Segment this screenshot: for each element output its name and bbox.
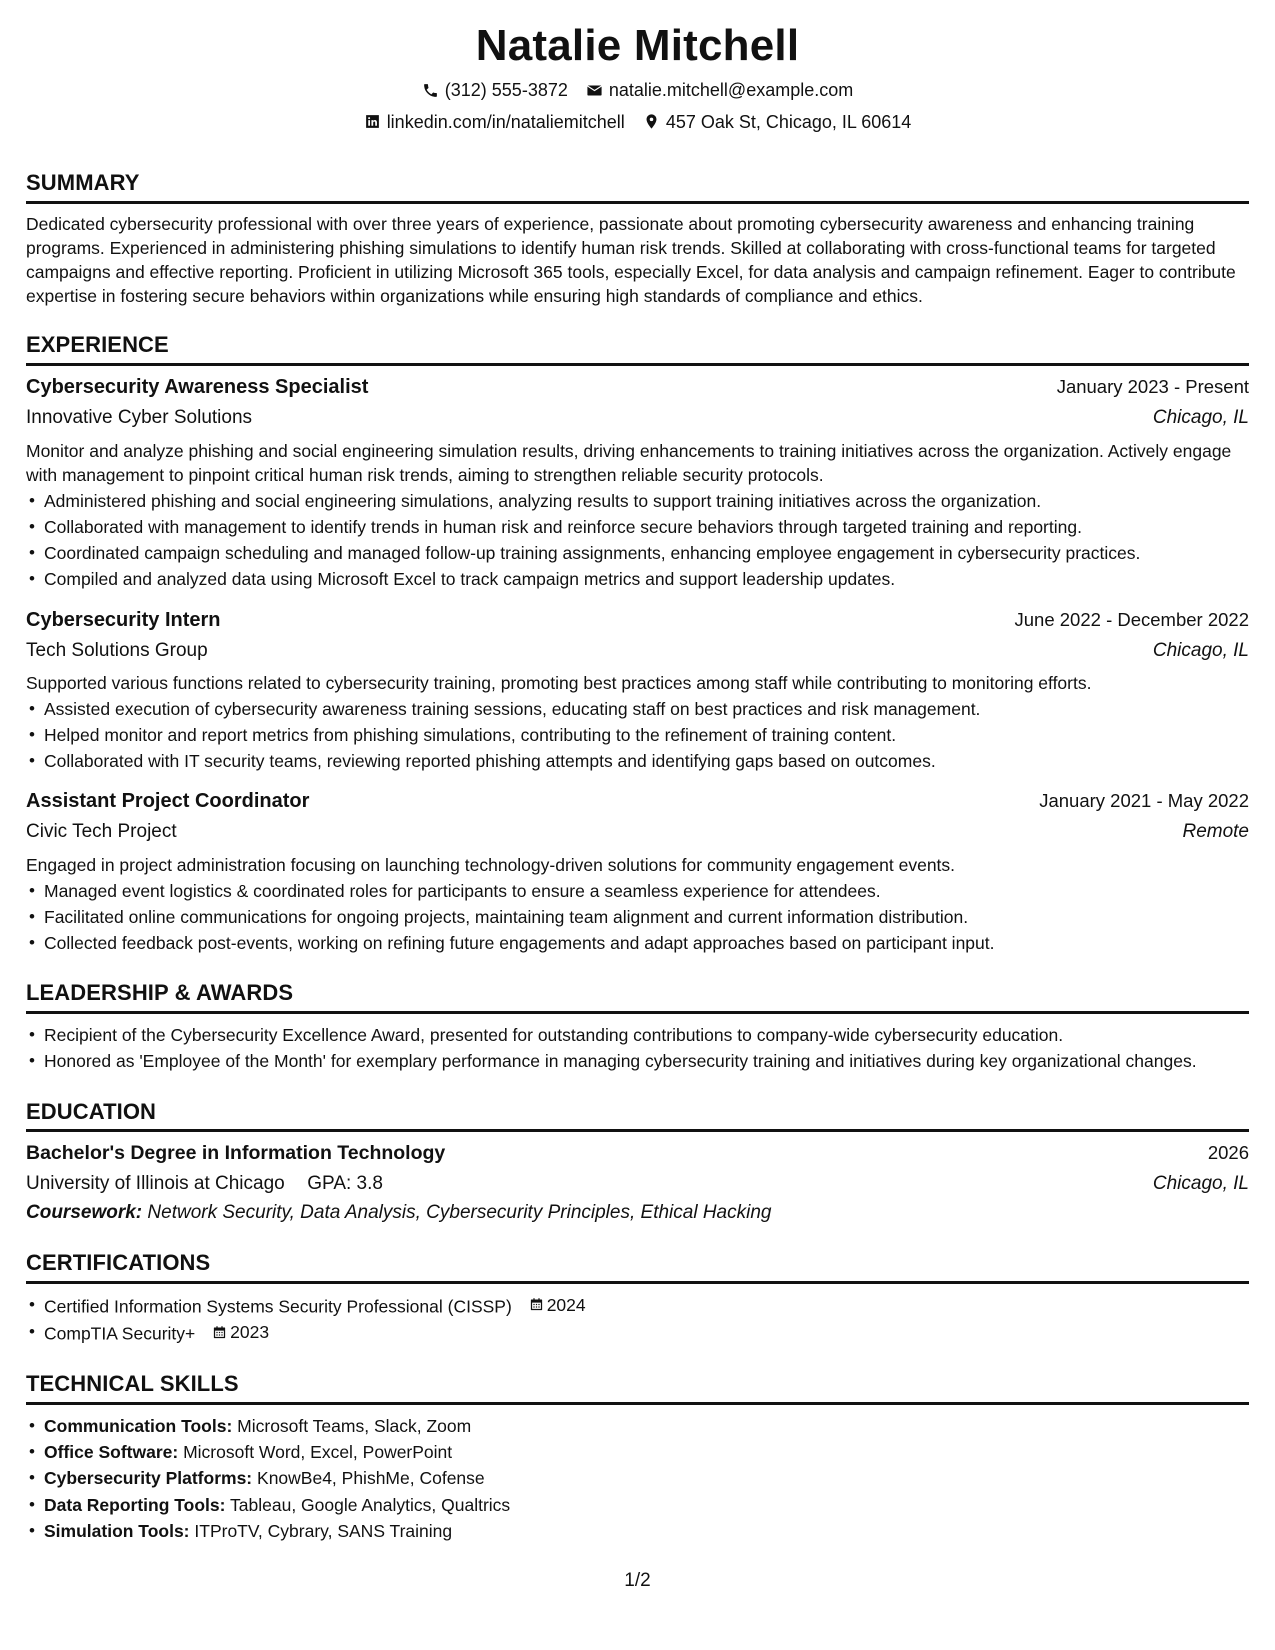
- skill-values: KnowBe4, PhishMe, Cofense: [257, 1468, 485, 1489]
- bullet-item: • Managed event logistics & coordinated roles for participants to ensure a seamless experience for attendees.: [26, 878, 1249, 904]
- job-title: Cybersecurity Intern: [26, 608, 221, 631]
- school-location: Chicago, IL: [1152, 1172, 1249, 1194]
- job-title: Assistant Project Coordinator: [26, 790, 310, 813]
- job-description: Engaged in project administration focusing on launching technology-driven solutions for community engagement events.: [26, 855, 956, 876]
- bullet-item: • Assisted execution of cybersecurity awareness training sessions, educating staff on best practices and risk management.: [26, 696, 1249, 722]
- linkedin-icon: [364, 113, 382, 131]
- experience-section: [26, 330, 1249, 956]
- section-title-education: EDUCATION: [26, 1097, 1249, 1133]
- bullet-item: • Collaborated with management to identify trends in human risk and reinforce secure behaviors through targeted training and reporting.: [26, 514, 1249, 540]
- coursework: [26, 1200, 1249, 1226]
- coursework-label: Coursework:: [26, 1202, 143, 1224]
- cert-list: [26, 1292, 1249, 1348]
- email-contact[interactable]: [586, 78, 853, 102]
- contact-row-1: [26, 78, 1249, 102]
- job-bullets: [26, 488, 1249, 593]
- job-header-row: [26, 374, 1249, 401]
- email-text[interactable]: natalie.mitchell@example.com: [608, 80, 854, 101]
- education-section: [26, 1097, 1249, 1226]
- bullet-item: • Helped monitor and report metrics from phishing simulations, contributing to the refinement of training content.: [26, 722, 1249, 748]
- linkedin-text[interactable]: linkedin.com/in/nataliemitchell: [386, 111, 625, 132]
- job-entry: [26, 788, 1249, 956]
- job-entry: [26, 374, 1249, 593]
- company-name: Innovative Cyber Solutions: [26, 406, 253, 428]
- degree-name: Bachelor's Degree in Information Technology: [26, 1142, 446, 1165]
- bullet-item: • Compiled and analyzed data using Microsoft Excel to track campaign metrics and support leadership updates.: [26, 566, 1249, 592]
- company-name: Civic Tech Project: [26, 821, 177, 843]
- cert-name: CompTIA Security+: [44, 1324, 196, 1344]
- bullet-item: • Coordinated campaign scheduling and managed follow-up training assignments, enhancing employee engagement in cybersecurity practices.: [26, 540, 1249, 566]
- job-header-row: [26, 788, 1249, 815]
- bullet-item: • Collaborated with IT security teams, reviewing reported phishing attempts and identifying gaps based on outcomes.: [26, 748, 1249, 774]
- skill-category: Office Software:: [44, 1442, 179, 1463]
- cert-name: Certified Information Systems Security Professional (CISSP): [44, 1296, 512, 1317]
- skill-category: Cybersecurity Platforms:: [44, 1468, 253, 1489]
- coursework-list: Network Security, Data Analysis, Cybersecurity Principles, Ethical Hacking: [147, 1202, 772, 1224]
- bullet-item: • Collected feedback post-events, working on refining future engagements and adapt approaches based on participant input.: [26, 930, 1249, 956]
- degree-row: [26, 1140, 1249, 1166]
- gpa: GPA: 3.8: [307, 1172, 383, 1194]
- skill-item: [26, 1492, 1249, 1518]
- job-location: Chicago, IL: [1152, 639, 1249, 661]
- envelope-icon: [586, 82, 604, 100]
- section-title-certifications: CERTIFICATIONS: [26, 1248, 1249, 1284]
- address-contact: [643, 110, 912, 134]
- job-bullets: [26, 878, 1249, 957]
- job-description: Monitor and analyze phishing and social engineering simulation results, driving enhancements to training initiatives across the organization. Actively engage with management to pinpoint critical human risk trends, aiming to strengthen reliable security protocols.: [26, 440, 1232, 486]
- school-name: University of Illinois at Chicago: [26, 1172, 285, 1194]
- skill-item: [26, 1439, 1249, 1465]
- cert-item: [26, 1319, 1249, 1347]
- skill-item: [26, 1465, 1249, 1491]
- skill-values: Tableau, Google Analytics, Qualtrics: [230, 1494, 511, 1515]
- bullet-item: • Administered phishing and social engineering simulations, analyzing results to support training initiatives across the organization.: [26, 488, 1249, 514]
- skill-category: Communication Tools:: [44, 1415, 233, 1436]
- job-dates: June 2022 - December 2022: [1014, 608, 1249, 630]
- bullet-item: • Recipient of the Cybersecurity Excellence Award, presented for outstanding contributions to company-wide cybersecurity education.: [26, 1022, 1249, 1048]
- bullet-item: • Honored as 'Employee of the Month' for exemplary performance in managing cybersecurity training and initiatives during key organizational changes.: [26, 1048, 1249, 1074]
- job-entry: [26, 607, 1249, 775]
- certifications-section: [26, 1248, 1249, 1347]
- cert-item: [26, 1292, 1249, 1320]
- leadership-section: [26, 978, 1249, 1074]
- section-title-experience: EXPERIENCE: [26, 330, 1249, 366]
- school-info: [26, 1171, 383, 1197]
- summary-section: [26, 168, 1249, 308]
- phone-text: (312) 555-3872: [444, 80, 568, 101]
- section-title-summary: SUMMARY: [26, 168, 1249, 204]
- linkedin-contact[interactable]: [364, 110, 625, 134]
- bullet-item: • Facilitated online communications for ongoing projects, maintaining team alignment and current information distribution.: [26, 904, 1249, 930]
- section-title-skills: TECHNICAL SKILLS: [26, 1369, 1249, 1405]
- job-dates: January 2023 - Present: [1056, 375, 1249, 397]
- cert-date: [212, 1319, 269, 1345]
- graduation-year: 2026: [1207, 1142, 1249, 1164]
- skills-section: [26, 1369, 1249, 1544]
- cert-year: 2023: [230, 1322, 270, 1343]
- calendar-icon: [529, 1297, 544, 1312]
- skill-values: ITProTV, Cybrary, SANS Training: [194, 1520, 453, 1541]
- job-company-row: [26, 401, 1249, 431]
- contact-row-2: [26, 110, 1249, 134]
- leadership-bullets: [26, 1022, 1249, 1075]
- job-company-row: [26, 634, 1249, 664]
- phone-icon: [422, 82, 440, 100]
- skill-values: Microsoft Teams, Slack, Zoom: [237, 1415, 472, 1436]
- summary-text: Dedicated cybersecurity professional with over three years of experience, passionate about promoting cybersecurity awareness and enhancing training programs. Experienced in administering phishing simulations to identify human risk trends. Skilled at collaborating with cross-functional teams for targeted campaigns and effective reporting. Proficient in utilizing Microsoft 365 tools, especially Excel, for data analysis and campaign refinement. Eager to contribute expertise in fostering secure behaviors within organizations while ensuring high standards of compliance and ethics.: [26, 213, 1236, 307]
- address-text: 457 Oak St, Chicago, IL 60614: [665, 111, 912, 132]
- skills-list: [26, 1413, 1249, 1544]
- skill-item: [26, 1518, 1249, 1544]
- skill-values: Microsoft Word, Excel, PowerPoint: [183, 1442, 453, 1463]
- school-row: [26, 1167, 1249, 1197]
- job-dates: January 2021 - May 2022: [1039, 790, 1249, 812]
- company-name: Tech Solutions Group: [26, 639, 208, 661]
- section-title-leadership: LEADERSHIP & AWARDS: [26, 978, 1249, 1014]
- cert-date: [529, 1292, 586, 1318]
- job-location: Remote: [1182, 821, 1249, 843]
- map-pin-icon: [643, 113, 661, 131]
- job-company-row: [26, 815, 1249, 845]
- skill-item: [26, 1413, 1249, 1439]
- candidate-name: Natalie Mitchell: [475, 21, 800, 70]
- job-description: Supported various functions related to cybersecurity training, promoting best practices among staff while contributing to monitoring efforts.: [26, 673, 1092, 694]
- job-header-row: [26, 607, 1249, 634]
- cert-year: 2024: [546, 1294, 586, 1315]
- phone-contact: [422, 78, 568, 102]
- skill-category: Data Reporting Tools:: [44, 1494, 226, 1515]
- page-number: 1/2: [624, 1570, 651, 1591]
- job-bullets: [26, 696, 1249, 775]
- job-title: Cybersecurity Awareness Specialist: [26, 375, 369, 398]
- skill-category: Simulation Tools:: [44, 1520, 190, 1541]
- job-location: Chicago, IL: [1152, 406, 1249, 428]
- calendar-icon: [212, 1325, 227, 1340]
